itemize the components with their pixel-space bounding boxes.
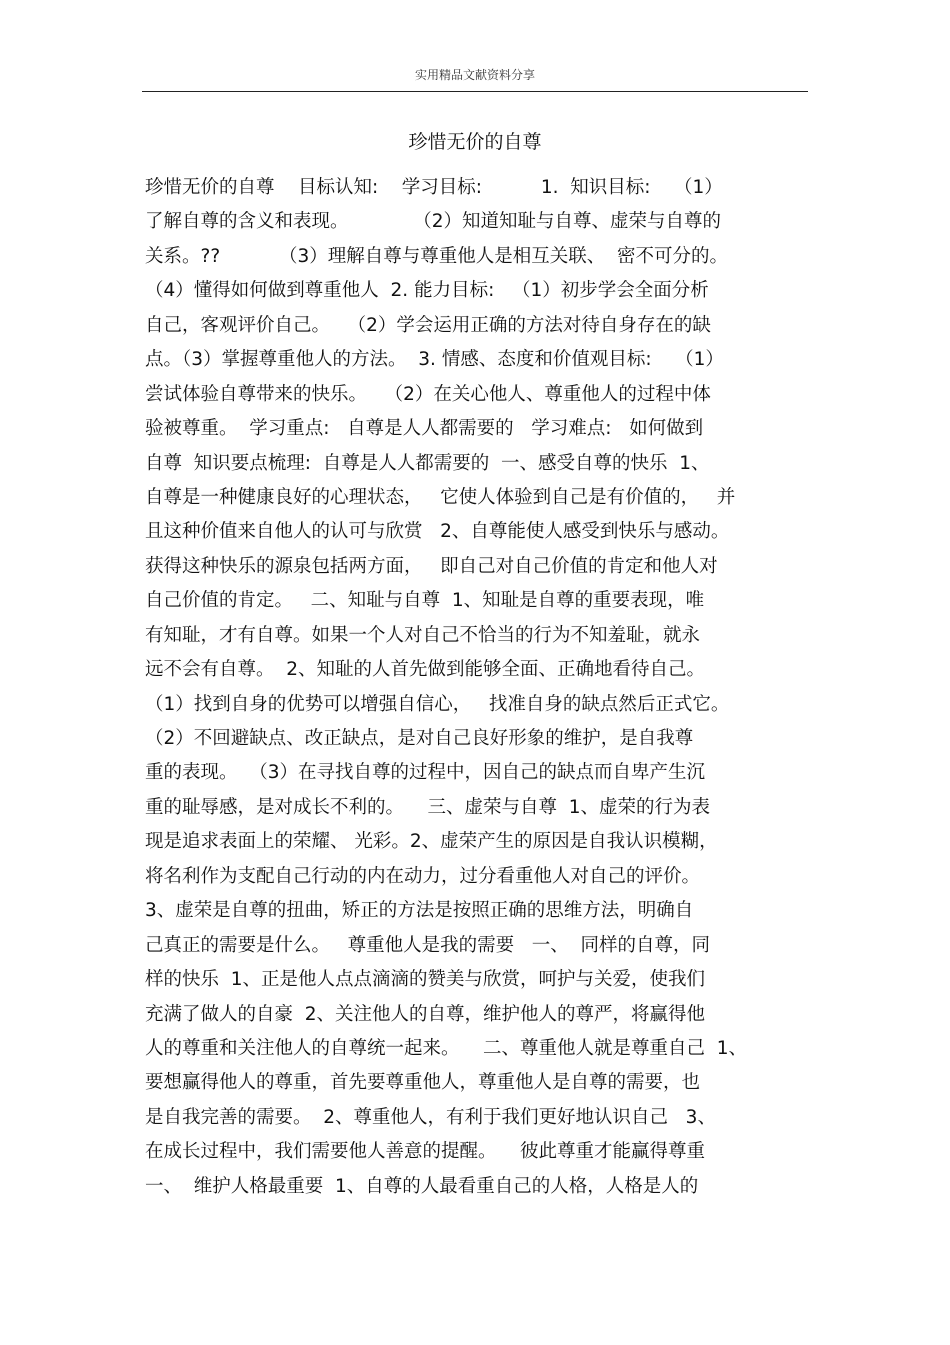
body-line: 点。（3）掌握尊重他人的方法。 3. 情感、态度和价值观目标: （1）	[145, 349, 724, 371]
body-line: 人的尊重和关注他人的自尊统一起来。 二、尊重他人就是尊重自己 1、	[145, 1037, 748, 1059]
body-line: 3、虚荣是自尊的扭曲，矫正的方法是按照正确的思维方法，明确自	[145, 900, 694, 922]
body-line: 样的快乐 1、正是他人点点滴滴的赞美与欣赏，呵护与关爱，使我们	[145, 969, 706, 991]
body-line: 关系。?? （3）理解自尊与尊重他人是相互关联、 密不可分的。	[145, 245, 728, 267]
body-line: 重的表现。 （3）在寻找自尊的过程中，因自己的缺点而自卑产生沉	[145, 762, 706, 784]
body-line: 远不会有自尊。 2、知耻的人首先做到能够全面、正确地看待自己。	[145, 659, 706, 681]
body-line: 获得这种快乐的源泉包括两方面， 即自己对自己价值的肯定和他人对	[145, 555, 718, 577]
header-divider	[142, 91, 808, 92]
body-line: 充满了做人的自豪 2、关注他人的自尊，维护他人的尊严，将赢得他	[145, 1003, 706, 1025]
body-line: 验被尊重。 学习重点: 自尊是人人都需要的 学习难点: 如何做到	[145, 418, 704, 440]
body-line: （4）懂得如何做到尊重他人 2. 能力目标: （1）初步学会全面分析	[145, 280, 709, 302]
body-line: 现是追求表面上的荣耀、 光彩。2、虚荣产生的原因是自我认识模糊，	[145, 831, 718, 853]
document-title: 珍惜无价的自尊	[408, 131, 542, 153]
body-line: 自己，客观评价自己。 （2）学会运用正确的方法对待自身存在的缺	[145, 314, 711, 336]
body-line: 是自我完善的需要。 2、尊重他人，有利于我们更好地认识自己 3、	[145, 1106, 716, 1128]
body-line: 有知耻，才有自尊。如果一个人对自己不恰当的行为不知羞耻，就永	[145, 624, 701, 646]
body-line: 一、 维护人格最重要 1、自尊的人最看重自己的人格，人格是人的	[145, 1175, 699, 1197]
body-line: 要想赢得他人的尊重，首先要尊重他人，尊重他人是自尊的需要，也	[145, 1072, 701, 1094]
body-line: 在成长过程中，我们需要他人善意的提醒。 彼此尊重才能赢得尊重	[145, 1141, 706, 1163]
body-line: 己真正的需要是什么。 尊重他人是我的需要 一、 同样的自尊，同	[145, 934, 711, 956]
body-line: 自尊是一种健康良好的心理状态， 它使人体验到自己是有价值的， 并	[145, 486, 736, 508]
body-line: 重的耻辱感，是对成长不利的。 三、虚荣与自尊 1、虚荣的行为表	[145, 796, 711, 818]
body-line: 了解自尊的含义和表现。 （2）知道知耻与自尊、虚荣与自尊的	[145, 211, 721, 233]
body-line: 自己价值的肯定。 二、知耻与自尊 1、知耻是自尊的重要表现，唯	[145, 590, 705, 612]
body-line: 且这种价值来自他人的认可与欣赏 2、自尊能使人感受到快乐与感动。	[145, 521, 730, 543]
document-body	[145, 174, 835, 1207]
body-line: 自尊 知识要点梳理: 自尊是人人都需要的 一、感受自尊的快乐 1、	[145, 452, 710, 474]
page-header: 实用精品文献资料分享	[414, 68, 535, 82]
body-line: 将名利作为支配自己行动的内在动力，过分看重他人对自己的评价。	[145, 865, 701, 887]
body-line: 尝试体验自尊带来的快乐。 （2）在关心他人、尊重他人的过程中体	[145, 383, 711, 405]
body-line: （2）不回避缺点、改正缺点，是对自己良好形象的维护，是自我尊	[145, 728, 694, 749]
body-line: 珍惜无价的自尊 目标认知: 学习目标: 1. 知识目标: （1）	[145, 177, 723, 198]
body-line: （1）找到自身的优势可以增强自信心， 找准自身的缺点然后正式它。	[145, 693, 730, 715]
